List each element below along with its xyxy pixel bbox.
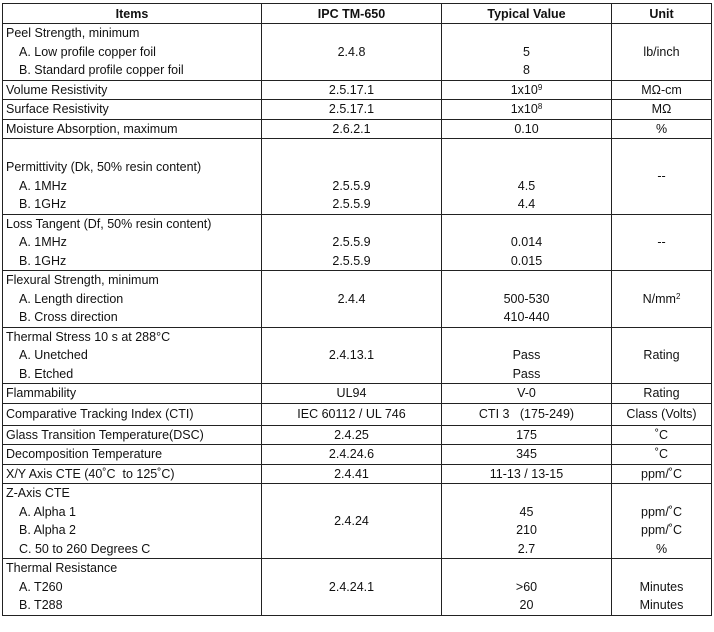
- thermal-stress-b-value: Pass: [512, 366, 541, 381]
- peel-strength-a-label: A. Low profile copper foil: [19, 44, 156, 59]
- permittivity-b-label: B. 1GHz: [19, 197, 67, 211]
- volume-resistivity-label: Volume Resistivity: [6, 82, 108, 97]
- volume-resistivity-unit: MΩ-cm: [641, 82, 682, 97]
- moisture-absorption-label: Moisture Absorption, maximum: [6, 121, 178, 136]
- xy-cte-unit: ppm/˚C: [641, 466, 682, 481]
- table-row: [3, 445, 712, 465]
- z-cte-a-label: A. Alpha 1: [19, 504, 76, 519]
- z-cte-values: [442, 484, 612, 559]
- moisture-absorption-unit: %: [655, 121, 668, 136]
- loss-tangent-unit: --: [612, 214, 712, 271]
- flexural-strength-a-label: A. Length direction: [19, 291, 124, 306]
- peel-strength-title: Peel Strength, minimum: [6, 26, 140, 40]
- decomposition-unit: ˚C: [654, 447, 669, 461]
- surface-resistivity-method: 2.5.17.1: [328, 102, 375, 116]
- flexural-strength-method: 2.4.4: [262, 271, 442, 328]
- peel-strength-unit: lb/inch: [612, 24, 712, 81]
- flexural-strength-unit: $N/mm^2$: [612, 271, 712, 328]
- z-cte-a-value: 45: [519, 504, 534, 519]
- table-row: [3, 214, 712, 271]
- z-cte-method: 2.4.24: [262, 484, 442, 559]
- thermal-resistance-a-value: >60: [515, 579, 538, 594]
- xy-cte-method: 2.4.41: [334, 466, 369, 481]
- loss-tangent-a-value: 0.014: [510, 235, 543, 249]
- cti-value: CTI 3 (175-249): [478, 406, 575, 421]
- permittivity-item: [3, 139, 262, 215]
- surface-resistivity-value: $1x10^8$: [510, 102, 543, 116]
- thermal-resistance-title: Thermal Resistance: [6, 561, 118, 575]
- table-row: [3, 559, 712, 616]
- permittivity-values: [442, 139, 612, 215]
- thermal-stress-a-value: Pass: [512, 348, 541, 362]
- flexural-strength-values: [442, 271, 612, 328]
- table-row: [3, 100, 712, 120]
- xy-cte-label: X/Y Axis CTE (40˚C to 125˚C): [6, 466, 175, 481]
- flexural-strength-item: [3, 271, 262, 328]
- z-cte-c-value: 2.7: [517, 541, 536, 556]
- table-row: [3, 464, 712, 484]
- thermal-resistance-values: [442, 559, 612, 616]
- z-cte-a-unit: ppm/˚C: [641, 504, 682, 519]
- table-row: [3, 119, 712, 139]
- thermal-resistance-b-value: 20: [519, 598, 534, 612]
- table-row: [3, 24, 712, 81]
- decomposition-method: 2.4.24.6: [328, 447, 375, 461]
- xy-cte-value: 11-13 / 13-15: [489, 466, 564, 481]
- permittivity-a-label: A. 1MHz: [19, 178, 67, 193]
- z-cte-title: Z-Axis CTE: [6, 486, 70, 500]
- z-cte-units: [612, 484, 712, 559]
- loss-tangent-method: 2.5.5.9 2.5.5.9: [262, 214, 442, 271]
- peel-strength-method: 2.4.8: [262, 24, 442, 81]
- thermal-resistance-a-label: A. T260: [19, 579, 63, 594]
- peel-strength-item: [3, 24, 262, 81]
- surface-resistivity-unit: MΩ: [651, 102, 672, 116]
- moisture-absorption-value: 0.10: [514, 121, 539, 136]
- flammability-unit: Rating: [643, 386, 680, 400]
- thermal-resistance-item: [3, 559, 262, 616]
- loss-tangent-values: [442, 214, 612, 271]
- flammability-label: Flammability: [6, 386, 77, 400]
- flexural-strength-b-label: B. Cross direction: [19, 310, 118, 324]
- table-row: [3, 139, 712, 215]
- table-row: [3, 327, 712, 384]
- thermal-resistance-units: [612, 559, 712, 616]
- table-row: [3, 271, 712, 328]
- loss-tangent-b-label: B. 1GHz: [19, 253, 67, 268]
- table-row: [3, 425, 712, 445]
- table-row: [3, 80, 712, 100]
- peel-strength-b-value: 8: [523, 63, 530, 77]
- thermal-resistance-b-label: B. T288: [19, 598, 63, 612]
- flexural-strength-a-value: 500-530: [503, 291, 550, 306]
- peel-strength-values: [442, 24, 612, 81]
- decomposition-label: Decomposition Temperature: [6, 447, 163, 461]
- flexural-strength-title: Flexural Strength, minimum: [6, 273, 159, 287]
- z-cte-c-unit: %: [655, 541, 668, 556]
- thermal-stress-b-label: B. Etched: [19, 366, 74, 381]
- header-unit: Unit: [612, 4, 712, 24]
- permittivity-title: Permittivity (Dk, 50% resin content): [6, 160, 202, 174]
- table-row: [3, 403, 712, 425]
- peel-strength-a-value: 5: [523, 44, 530, 59]
- z-cte-b-value: 210: [516, 523, 537, 537]
- table-row: [3, 384, 712, 404]
- loss-tangent-a-label: A. 1MHz: [19, 235, 67, 249]
- thermal-stress-item: [3, 327, 262, 384]
- cti-method: IEC 60112 / UL 746: [297, 406, 406, 421]
- glass-transition-value: 175: [516, 427, 537, 442]
- header-row: [3, 4, 712, 24]
- header-items: Items: [3, 4, 262, 24]
- glass-transition-unit: ˚C: [654, 427, 669, 442]
- table-row: [3, 484, 712, 559]
- thermal-stress-unit: Rating: [612, 327, 712, 384]
- peel-strength-b-label: B. Standard profile copper foil: [19, 63, 184, 77]
- moisture-absorption-method: 2.6.2.1: [332, 121, 371, 136]
- properties-table-container: [2, 3, 711, 616]
- permittivity-method: 2.5.5.9 2.5.5.9: [262, 139, 442, 215]
- properties-table: [2, 3, 712, 616]
- thermal-stress-values: [442, 327, 612, 384]
- thermal-resistance-method: 2.4.24.1: [262, 559, 442, 616]
- loss-tangent-item: [3, 214, 262, 271]
- cti-unit: Class (Volts): [626, 406, 697, 421]
- flexural-strength-b-value: 410-440: [503, 310, 550, 324]
- flammability-method: UL94: [336, 386, 367, 400]
- glass-transition-method: 2.4.25: [334, 427, 369, 442]
- loss-tangent-b-value: 0.015: [510, 253, 543, 268]
- permittivity-b-value: 4.4: [517, 197, 536, 211]
- cti-label: Comparative Tracking Index (CTI): [6, 406, 194, 421]
- flammability-value: V-0: [517, 386, 536, 400]
- z-cte-b-unit: ppm/˚C: [641, 523, 682, 537]
- z-cte-b-label: B. Alpha 2: [19, 523, 76, 537]
- thermal-resistance-b-unit: Minutes: [639, 598, 684, 612]
- z-cte-c-label: C. 50 to 260 Degrees C: [19, 541, 151, 556]
- decomposition-value: 345: [516, 447, 537, 461]
- thermal-stress-a-label: A. Unetched: [19, 348, 88, 362]
- surface-resistivity-label: Surface Resistivity: [6, 102, 109, 116]
- glass-transition-label: Glass Transition Temperature(DSC): [6, 427, 204, 442]
- thermal-stress-method: 2.4.13.1: [262, 327, 442, 384]
- header-typical-value: Typical Value: [442, 4, 612, 24]
- header-ipc: IPC TM-650: [262, 4, 442, 24]
- thermal-stress-title: Thermal Stress 10 s at 288°C: [6, 329, 171, 344]
- loss-tangent-title: Loss Tangent (Df, 50% resin content): [6, 216, 212, 231]
- permittivity-a-value: 4.5: [517, 178, 536, 193]
- thermal-resistance-a-unit: Minutes: [639, 579, 684, 594]
- z-cte-item: [3, 484, 262, 559]
- volume-resistivity-method: 2.5.17.1: [328, 82, 375, 97]
- volume-resistivity-value: $1x10^9$: [510, 82, 543, 97]
- permittivity-unit: --: [612, 139, 712, 215]
